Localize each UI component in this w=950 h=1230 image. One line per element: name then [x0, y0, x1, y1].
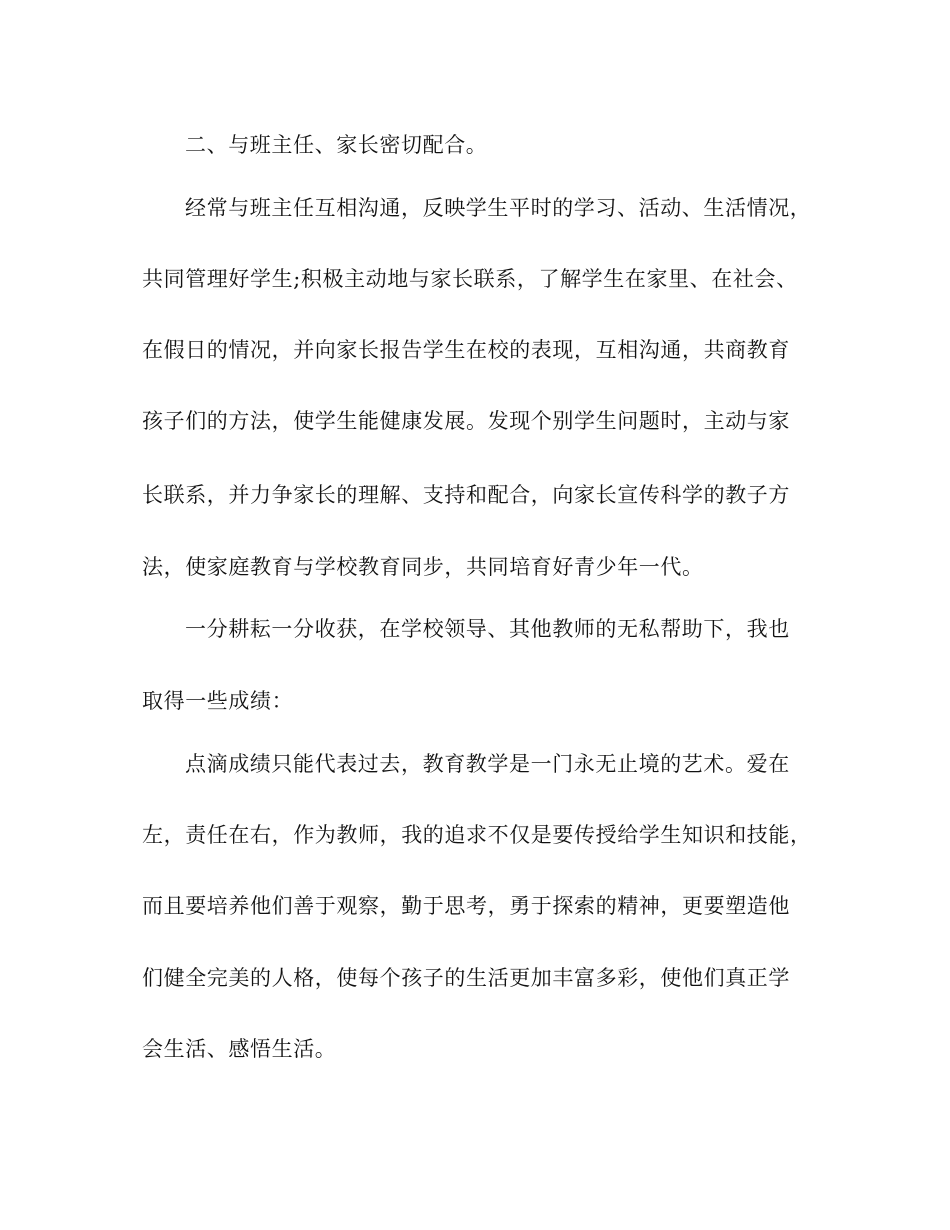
- paragraph-line: 而且要培养他们善于观察，勤于思考，勇于探索的精神，更要塑造他: [142, 894, 790, 918]
- paragraph-line: 左，责任在右，作为教师，我的追求不仅是要传授给学生知识和技能，: [142, 823, 812, 847]
- paragraph-line: 法，使家庭教育与学校教育同步，共同培育好青少年一代。: [142, 555, 704, 579]
- paragraph-line: 点滴成绩只能代表过去，教育教学是一门永无止境的艺术。爱在: [185, 752, 790, 776]
- paragraph-line: 会生活、感悟生活。: [142, 1037, 337, 1061]
- paragraph-line: 共同管理好学生;积极主动地与家长联系，了解学生在家里、在社会、: [142, 267, 798, 291]
- paragraph-line: 们健全完美的人格，使每个孩子的生活更加丰富多彩，使他们真正学: [142, 966, 790, 990]
- paragraph-line: 长联系，并力争家长的理解、支持和配合，向家长宣传科学的教子方: [142, 483, 790, 507]
- paragraph-line: 一分耕耘一分收获，在学校领导、其他教师的无私帮助下，我也: [185, 617, 790, 641]
- section-heading: 二、与班主任、家长密切配合。: [185, 133, 488, 157]
- paragraph-line: 取得一些成绩：: [142, 689, 294, 713]
- paragraph-line: 孩子们的方法，使学生能健康发展。发现个别学生问题时，主动与家: [142, 409, 790, 433]
- paragraph-line: 经常与班主任互相沟通，反映学生平时的学习、活动、生活情况，: [185, 196, 812, 220]
- paragraph-line: 在假日的情况，并向家长报告学生在校的表现，互相沟通，共商教育: [142, 338, 790, 362]
